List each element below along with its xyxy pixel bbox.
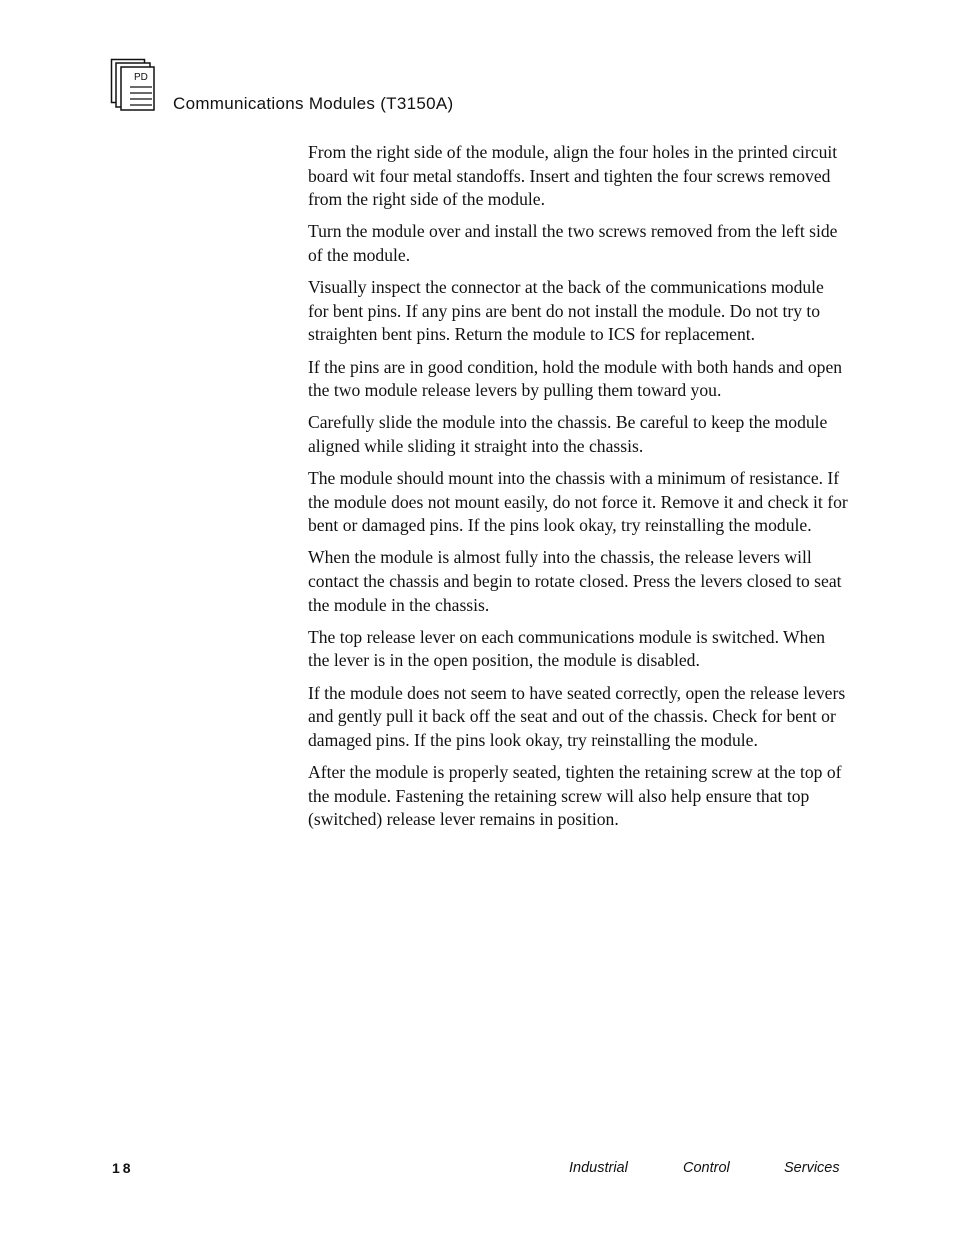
footer-company-word: Industrial [569, 1160, 628, 1176]
paragraph: After the module is properly seated, tighten the retaining screw at the top of the module. Fastening the retaining screw will also help ensure that top (switched) release lever remains in position. [308, 762, 842, 830]
footer-company-word: Services [784, 1160, 840, 1176]
footer-company-word: Control [683, 1160, 730, 1176]
body-text [308, 141, 848, 840]
paragraph: The top release lever on each communications module is switched. When the lever is in the open position, the module is disabled. [308, 626, 826, 671]
page-title: Communications Modules (T3150A) [173, 94, 454, 113]
document-stack-icon [110, 58, 156, 112]
paragraph: From the right side of the module, align the four holes in the printed circuit board wit four metal standoffs. Insert and tighten the four screws removed from the right side of the module. [308, 142, 838, 210]
paragraph: If the pins are in good condition, hold the module with both hands and open the two module release levers by pulling them toward you. [308, 356, 843, 401]
paragraph: The module should mount into the chassis with a minimum of resistance. If the module does not mount easily, do not force it. Remove it and check it for bent or damaged pins. If the pins look okay, try reinstalling the module. [308, 468, 848, 536]
page-number: 18 [112, 1160, 134, 1176]
paragraph: Carefully slide the module into the chassis. Be careful to keep the module aligned while sliding it straight into the chassis. [308, 412, 828, 456]
logo-text: PD [134, 72, 148, 83]
paragraph: Turn the module over and install the two screws removed from the left side of the module. [308, 221, 838, 265]
paragraph: When the module is almost fully into the chassis, the release levers will contact the chassis and begin to rotate closed. Press the levers closed to seat the module in the chassis. [308, 547, 842, 615]
paragraph: Visually inspect the connector at the back of the communications module for bent pins. If any pins are bent do not install the module. Do not try to straighten bent pins. Return the module to ICS for replacement. [308, 277, 824, 345]
paragraph: If the module does not seem to have seated correctly, open the release levers and gently pull it back off the seat and out of the chassis. Check for bent or damaged pins. If the pins look okay, try reinstalling the module. [308, 682, 846, 750]
